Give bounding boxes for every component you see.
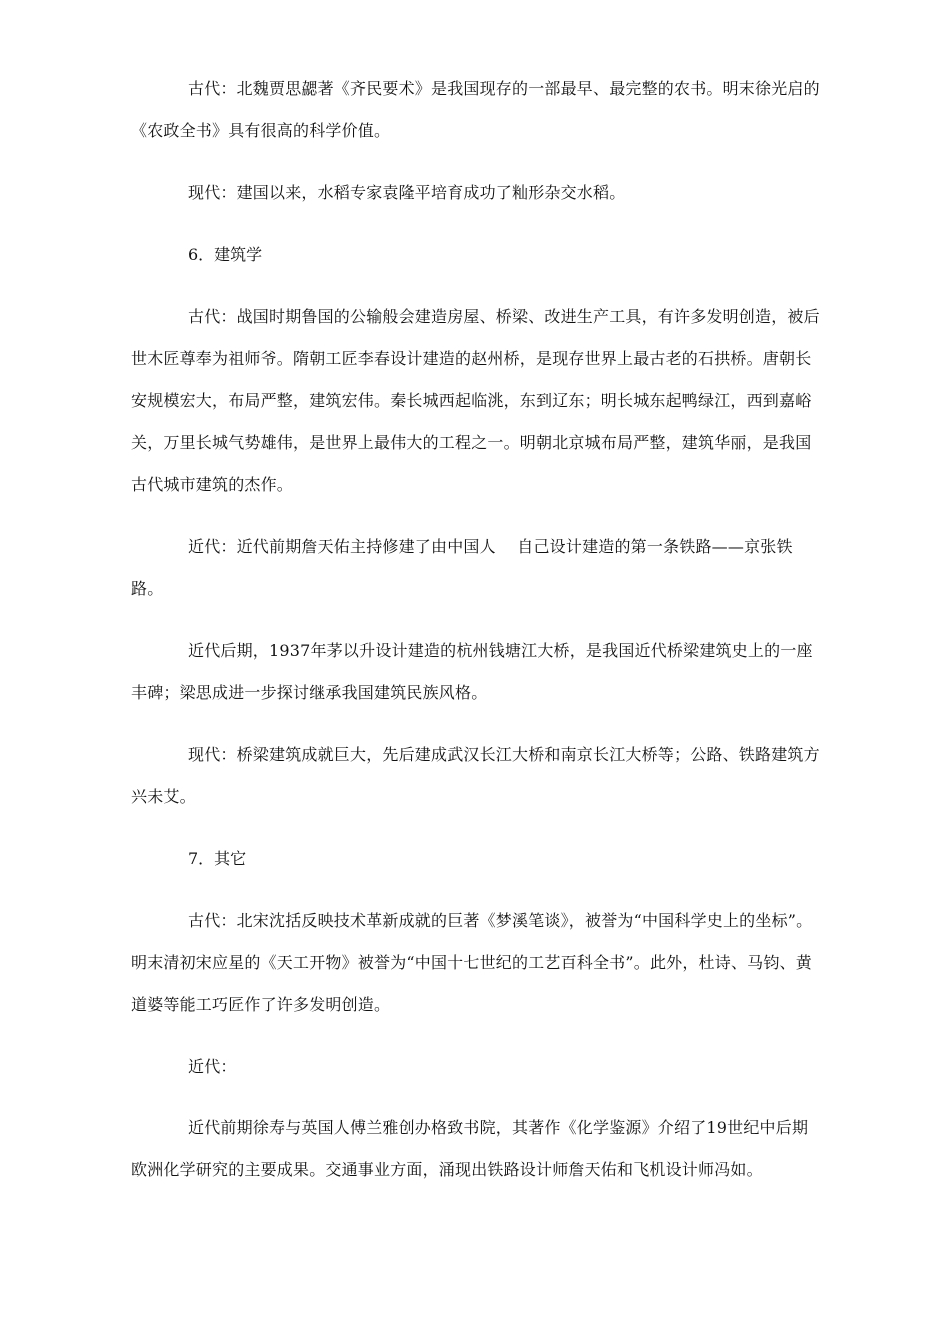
document-page bbox=[131, 68, 823, 1211]
paragraph-architecture-early-modern: 近代：近代前期詹天佑主持修建了由中国人 自己设计建造的第一条铁路——京张铁路。 bbox=[131, 537, 793, 598]
paragraph-other-ancient: 古代：北宋沈括反映技术革新成就的巨著《梦溪笔谈》，被誉为“中国科学史上的坐标”。明末清初宋应星的《天工开物》被誉为“中国十七世纪的工艺百科全书”。此外，杜诗、马钧、黄道婆等能工巧匠作了许多发明创造。 bbox=[131, 911, 813, 1014]
paragraph-other-early-modern: 近代前期徐寿与英国人傅兰雅创办格致书院，其著作《化学鉴源》介绍了19世纪中后期欧洲化学研究的主要成果。交通事业方面，涌现出铁路设计师詹天佑和飞机设计师冯如。 bbox=[131, 1118, 809, 1179]
section-heading-other: 7．其它 bbox=[188, 849, 247, 868]
paragraph-agriculture-modern: 现代：建国以来，水稻专家袁隆平培育成功了籼形杂交水稻。 bbox=[188, 183, 626, 202]
paragraph-architecture-ancient: 古代：战国时期鲁国的公输般会建造房屋、桥梁、改进生产工具，有许多发明创造，被后世木匠尊奉为祖师爷。隋朝工匠李春设计建造的赵州桥，是现存世界上最古老的石拱桥。唐朝长安规模宏大，布局严整，建筑宏伟。秦长城西起临洮，东到辽东；明长城东起鸭绿江，西到嘉峪关，万里长城气势雄伟，是世界上最伟大的工程之一。明朝北京城布局严整，建筑华丽，是我国古代城市建筑的杰作。 bbox=[131, 307, 820, 494]
paragraph-other-modern-label: 近代： bbox=[188, 1057, 237, 1076]
paragraph-architecture-late-modern: 近代后期，1937年茅以升设计建造的杭州钱塘江大桥，是我国近代桥梁建筑史上的一座丰碑；梁思成进一步探讨继承我国建筑民族风格。 bbox=[131, 641, 813, 702]
section-heading-architecture: 6．建筑学 bbox=[188, 245, 263, 264]
paragraph-agriculture-ancient: 古代：北魏贾思勰著《齐民要术》是我国现存的一部最早、最完整的农书。明末徐光启的《农政全书》具有很高的科学价值。 bbox=[131, 79, 820, 140]
paragraph-architecture-contemporary: 现代：桥梁建筑成就巨大，先后建成武汉长江大桥和南京长江大桥等；公路、铁路建筑方兴未艾。 bbox=[131, 745, 820, 806]
